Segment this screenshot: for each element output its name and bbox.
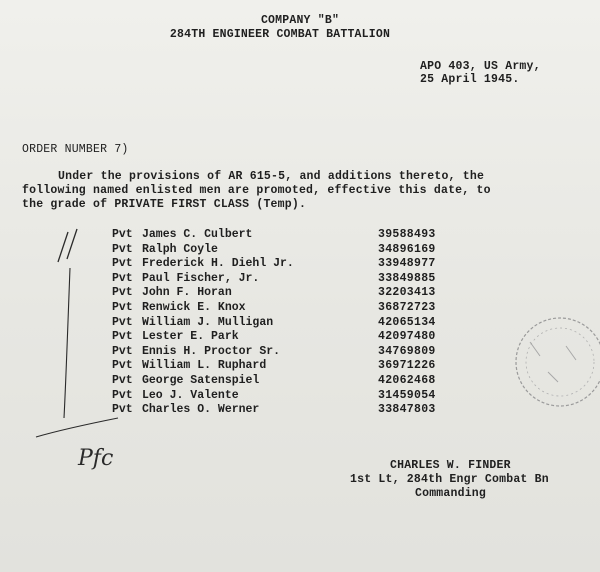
roster-serial: 33847803	[378, 403, 436, 417]
roster-name: James C. Culbert	[142, 228, 253, 241]
roster-name: William J. Mulligan	[142, 315, 274, 329]
roster-serial: 32203413	[378, 286, 436, 300]
roster-serial: 33849885	[378, 271, 436, 285]
roster-serial: 42062468	[378, 373, 436, 387]
roster-rank: Pvt	[112, 228, 133, 241]
roster-rank: Pvt	[112, 300, 133, 314]
roster-serial: 36971226	[378, 359, 436, 373]
body-line-3: the grade of PRIVATE FIRST CLASS (Temp).	[22, 198, 307, 211]
roster-serial: 34896169	[378, 242, 436, 256]
roster-serial: 34769809	[378, 344, 436, 358]
signature-title: 1st Lt, 284th Engr Combat Bn	[350, 473, 549, 486]
roster-rank: Pvt	[112, 242, 133, 256]
roster-serial: 42097480	[378, 330, 436, 344]
stamp-seal	[500, 312, 600, 412]
handwritten-note: Pfc	[78, 446, 114, 471]
roster-name: Ralph Coyle	[142, 242, 218, 256]
roster-serial: 39588493	[378, 228, 436, 241]
roster-name: Charles O. Werner	[142, 403, 260, 417]
body-line-2: following named enlisted men are promoted, effective this date, to	[22, 184, 491, 197]
roster-rank: Pvt	[112, 344, 133, 358]
roster-name: Leo J. Valente	[142, 388, 239, 402]
battalion-heading: 284TH ENGINEER COMBAT BATTALION	[169, 28, 391, 41]
roster-name: Lester E. Park	[142, 330, 239, 344]
roster-rank: Pvt	[112, 330, 133, 344]
roster-name: Frederick H. Diehl Jr.	[142, 257, 294, 271]
roster-name: Ennis H. Proctor Sr.	[142, 344, 281, 358]
date-line: 25 April 1945.	[420, 73, 520, 86]
roster-name: Paul Fischer, Jr.	[142, 271, 260, 285]
roster-serial: 31459054	[378, 388, 436, 402]
roster-serial: 42065134	[378, 315, 436, 329]
order-number: ORDER NUMBER 7)	[22, 143, 129, 156]
signature-name: CHARLES W. FINDER	[390, 459, 511, 472]
roster-rank: Pvt	[112, 286, 133, 300]
roster-name: George Satenspiel	[142, 373, 260, 387]
roster-rank: Pvt	[112, 271, 133, 285]
roster-name: John F. Horan	[142, 286, 232, 300]
roster-rank: Pvt	[112, 359, 133, 373]
roster-name: Renwick E. Knox	[142, 300, 246, 314]
body-line-1: Under the provisions of AR 615-5, and additions thereto, the	[58, 170, 485, 183]
roster-rank: Pvt	[112, 373, 133, 387]
roster-rank: Pvt	[112, 315, 133, 329]
roster-name: William L. Ruphard	[142, 359, 267, 373]
roster-rank: Pvt	[112, 403, 133, 417]
roster-rank: Pvt	[112, 257, 133, 271]
roster-serial: 33948977	[378, 257, 436, 271]
roster-rank: Pvt	[112, 388, 133, 402]
company-heading: COMPANY "B"	[260, 14, 340, 27]
apo-line: APO 403, US Army,	[420, 60, 541, 73]
roster-serial: 36872723	[378, 300, 436, 314]
signature-role: Commanding	[415, 487, 487, 500]
